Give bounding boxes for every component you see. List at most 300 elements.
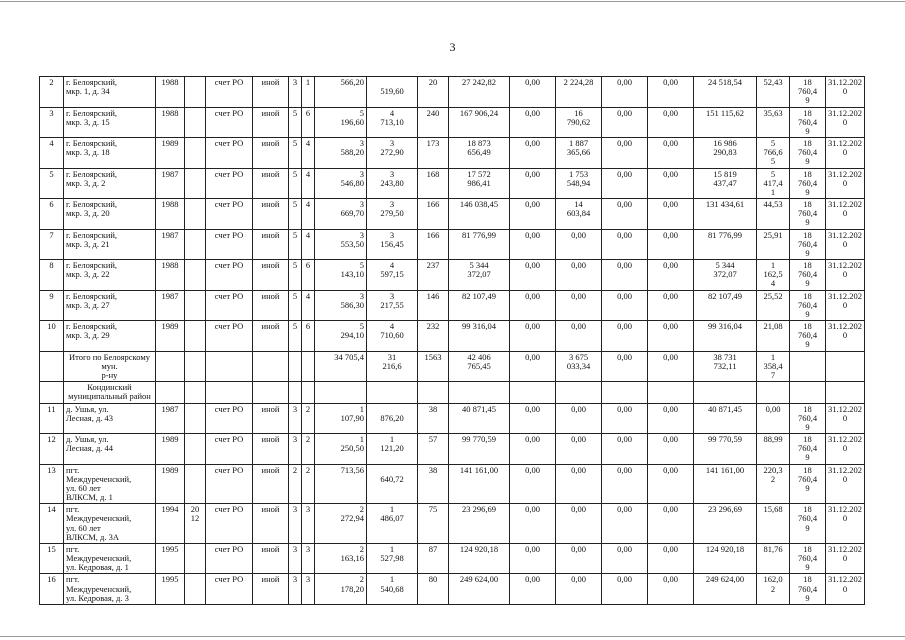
- year-built-cell: 1989: [156, 321, 185, 352]
- total-c6: 1 358,4 7: [757, 351, 790, 382]
- funds-regional-cell: 14 603,84: [556, 199, 602, 230]
- row-number: 13: [40, 464, 64, 504]
- total-area-cell: 3 669,70: [315, 199, 367, 230]
- row-number: 3: [40, 107, 64, 138]
- funds-local-cell: 0,00: [602, 464, 648, 504]
- funds-other-cell: 0,00: [648, 434, 694, 465]
- floors-cell: 5: [289, 138, 302, 169]
- fund-method-cell: счет РО: [206, 199, 253, 230]
- funds-owners-cell: 23 296,69: [694, 504, 757, 544]
- funds-local-cell: 0,00: [602, 434, 648, 465]
- residents-cell: 87: [418, 543, 449, 574]
- total-area-cell: 2 178,20: [315, 574, 367, 605]
- year-reconstruction-cell: [185, 290, 206, 321]
- funds-other-cell: 0,00: [648, 464, 694, 504]
- total-area-cell: 1 250,50: [315, 434, 367, 465]
- residential-area-cell: 3 156,45: [367, 229, 418, 260]
- funds-local-cell: 0,00: [602, 199, 648, 230]
- year-reconstruction-cell: [185, 403, 206, 434]
- unit-cost-cell: 88,99: [757, 434, 790, 465]
- funds-other-cell: 0,00: [648, 504, 694, 544]
- wall-type-cell: иной: [253, 107, 289, 138]
- funds-owners-cell: 249 624,00: [694, 574, 757, 605]
- row-number: 4: [40, 138, 64, 169]
- wall-type-cell: иной: [253, 290, 289, 321]
- total-c1: 0,00: [510, 351, 556, 382]
- funds-other-cell: 0,00: [648, 403, 694, 434]
- wall-type-cell: иной: [253, 229, 289, 260]
- completion-date-cell: 31.12.2020: [826, 574, 865, 605]
- year-reconstruction-cell: [185, 543, 206, 574]
- funds-federal-cell: 0,00: [510, 199, 556, 230]
- funds-owners-cell: 81 776,99: [694, 229, 757, 260]
- floors-cell: 3: [289, 77, 302, 108]
- table-row: [40, 138, 865, 169]
- repair-cost-cell: 23 296,69: [449, 504, 510, 544]
- floors-cell: 3: [289, 403, 302, 434]
- funds-other-cell: 0,00: [648, 290, 694, 321]
- residential-area-cell: 1 527,98: [367, 543, 418, 574]
- year-built-cell: 1989: [156, 434, 185, 465]
- address-cell: пгт. Междуреченский, ул. Кедровая, д. 3: [64, 574, 156, 605]
- funds-owners-cell: 131 434,61: [694, 199, 757, 230]
- residents-cell: 240: [418, 107, 449, 138]
- funds-owners-cell: 24 518,54: [694, 77, 757, 108]
- year-reconstruction-cell: [185, 138, 206, 169]
- residents-cell: 168: [418, 168, 449, 199]
- housing-repair-table: [39, 76, 865, 605]
- floors-cell: 2: [289, 464, 302, 504]
- total-area-cell: 5 143,10: [315, 260, 367, 291]
- fund-method-cell: счет РО: [206, 543, 253, 574]
- wall-type-cell: иной: [253, 403, 289, 434]
- fund-method-cell: счет РО: [206, 168, 253, 199]
- completion-date-cell: 31.12.2020: [826, 138, 865, 169]
- table-row: [40, 434, 865, 465]
- table-row: [40, 168, 865, 199]
- address-cell: пгт. Междуреченский, ул. 60 лет ВЛКСМ, д. 1: [64, 464, 156, 504]
- fund-method-cell: счет РО: [206, 403, 253, 434]
- total-area-cell: 713,56: [315, 464, 367, 504]
- entrances-cell: 4: [302, 138, 315, 169]
- residential-area-cell: 4 597,15: [367, 260, 418, 291]
- unit-cost-cell: 1 162,5 4: [757, 260, 790, 291]
- funds-local-cell: 0,00: [602, 168, 648, 199]
- residents-cell: 146: [418, 290, 449, 321]
- residents-cell: 166: [418, 199, 449, 230]
- completion-date-cell: 31.12.2020: [826, 504, 865, 544]
- wall-type-cell: иной: [253, 168, 289, 199]
- year-reconstruction-cell: [185, 199, 206, 230]
- floors-cell: 5: [289, 321, 302, 352]
- entrances-cell: 6: [302, 107, 315, 138]
- year-reconstruction-cell: [185, 574, 206, 605]
- residents-cell: 57: [418, 434, 449, 465]
- funds-federal-cell: 0,00: [510, 464, 556, 504]
- total-c2: 3 675 033,34: [556, 351, 602, 382]
- completion-date-cell: 31.12.2020: [826, 290, 865, 321]
- funds-other-cell: 0,00: [648, 107, 694, 138]
- repair-cost-cell: 249 624,00: [449, 574, 510, 605]
- funds-owners-cell: 16 986 290,83: [694, 138, 757, 169]
- year-reconstruction-cell: [185, 434, 206, 465]
- row-number: 16: [40, 574, 64, 605]
- entrances-cell: 6: [302, 260, 315, 291]
- funds-local-cell: 0,00: [602, 574, 648, 605]
- repair-cost-cell: 99 316,04: [449, 321, 510, 352]
- entrances-cell: 3: [302, 574, 315, 605]
- residential-area-cell: 519,60: [367, 77, 418, 108]
- funds-regional-cell: 0,00: [556, 543, 602, 574]
- entrances-cell: 6: [302, 321, 315, 352]
- completion-date-cell: 31.12.2020: [826, 434, 865, 465]
- residents-cell: 75: [418, 504, 449, 544]
- fund-method-cell: счет РО: [206, 574, 253, 605]
- funds-federal-cell: 0,00: [510, 504, 556, 544]
- total-area-cell: 1 107,90: [315, 403, 367, 434]
- completion-date-cell: 31.12.2020: [826, 199, 865, 230]
- funds-regional-cell: 0,00: [556, 574, 602, 605]
- fund-method-cell: счет РО: [206, 77, 253, 108]
- address-cell: г. Белоярский, мкр. 1, д. 34: [64, 77, 156, 108]
- max-unit-cost-cell: 18 760,4 9: [790, 199, 826, 230]
- funds-owners-cell: 151 115,62: [694, 107, 757, 138]
- row-number: 10: [40, 321, 64, 352]
- funds-federal-cell: 0,00: [510, 168, 556, 199]
- row-number: 6: [40, 199, 64, 230]
- table-row: [40, 543, 865, 574]
- funds-local-cell: 0,00: [602, 260, 648, 291]
- unit-cost-cell: 25,52: [757, 290, 790, 321]
- fund-method-cell: счет РО: [206, 138, 253, 169]
- address-cell: д. Ушья, ул. Лесная, д. 44: [64, 434, 156, 465]
- funds-local-cell: 0,00: [602, 138, 648, 169]
- wall-type-cell: иной: [253, 464, 289, 504]
- total-area-cell: 2 272,94: [315, 504, 367, 544]
- repair-cost-cell: 99 770,59: [449, 434, 510, 465]
- address-cell: пгт. Междуреченский, ул. Кедровая, д. 1: [64, 543, 156, 574]
- funds-federal-cell: 0,00: [510, 77, 556, 108]
- residents-cell: 80: [418, 574, 449, 605]
- max-unit-cost-cell: 18 760,4 9: [790, 574, 826, 605]
- funds-local-cell: 0,00: [602, 403, 648, 434]
- row-number: 7: [40, 229, 64, 260]
- max-unit-cost-cell: 18 760,4 9: [790, 321, 826, 352]
- table-row: [40, 107, 865, 138]
- funds-local-cell: 0,00: [602, 290, 648, 321]
- funds-local-cell: 0,00: [602, 543, 648, 574]
- repair-cost-cell: 141 161,00: [449, 464, 510, 504]
- funds-regional-cell: 0,00: [556, 321, 602, 352]
- funds-other-cell: 0,00: [648, 260, 694, 291]
- repair-cost-cell: 124 920,18: [449, 543, 510, 574]
- funds-owners-cell: 15 819 437,47: [694, 168, 757, 199]
- funds-other-cell: 0,00: [648, 574, 694, 605]
- total-c5: 38 731 732,11: [694, 351, 757, 382]
- unit-cost-cell: 35,63: [757, 107, 790, 138]
- funds-federal-cell: 0,00: [510, 574, 556, 605]
- residential-area-cell: 4 710,60: [367, 321, 418, 352]
- address-cell: г. Белоярский, мкр. 3, д. 22: [64, 260, 156, 291]
- max-unit-cost-cell: 18 760,4 9: [790, 434, 826, 465]
- unit-cost-cell: 52,43: [757, 77, 790, 108]
- residents-cell: 232: [418, 321, 449, 352]
- scan-edge-bottom: [0, 636, 905, 637]
- fund-method-cell: счет РО: [206, 107, 253, 138]
- funds-local-cell: 0,00: [602, 229, 648, 260]
- funds-other-cell: 0,00: [648, 138, 694, 169]
- funds-owners-cell: 99 316,04: [694, 321, 757, 352]
- floors-cell: 5: [289, 107, 302, 138]
- completion-date-cell: 31.12.2020: [826, 464, 865, 504]
- floors-cell: 3: [289, 434, 302, 465]
- funds-federal-cell: 0,00: [510, 321, 556, 352]
- wall-type-cell: иной: [253, 543, 289, 574]
- funds-federal-cell: 0,00: [510, 543, 556, 574]
- unit-cost-cell: 0,00: [757, 403, 790, 434]
- fund-method-cell: счет РО: [206, 434, 253, 465]
- year-reconstruction-cell: [185, 229, 206, 260]
- residential-area-cell: 4 713,10: [367, 107, 418, 138]
- funds-federal-cell: 0,00: [510, 107, 556, 138]
- floors-cell: 3: [289, 543, 302, 574]
- year-built-cell: 1994: [156, 504, 185, 544]
- year-built-cell: 1987: [156, 403, 185, 434]
- max-unit-cost-cell: 18 760,4 9: [790, 260, 826, 291]
- row-number: 5: [40, 168, 64, 199]
- completion-date-cell: 31.12.2020: [826, 260, 865, 291]
- total-label: Итого по Белоярскому мун. р-ну: [64, 351, 156, 382]
- table-row: [40, 290, 865, 321]
- funds-regional-cell: 0,00: [556, 504, 602, 544]
- row-number: 9: [40, 290, 64, 321]
- funds-regional-cell: 0,00: [556, 464, 602, 504]
- row-number: 2: [40, 77, 64, 108]
- funds-federal-cell: 0,00: [510, 138, 556, 169]
- wall-type-cell: иной: [253, 199, 289, 230]
- year-reconstruction-cell: [185, 464, 206, 504]
- year-built-cell: 1988: [156, 107, 185, 138]
- floors-cell: 5: [289, 229, 302, 260]
- year-built-cell: 1987: [156, 168, 185, 199]
- wall-type-cell: иной: [253, 434, 289, 465]
- repair-cost-cell: 167 906,24: [449, 107, 510, 138]
- repair-cost-cell: 17 572 986,41: [449, 168, 510, 199]
- row-number: 14: [40, 504, 64, 544]
- funds-federal-cell: 0,00: [510, 434, 556, 465]
- funds-regional-cell: 0,00: [556, 403, 602, 434]
- funds-regional-cell: 2 224,28: [556, 77, 602, 108]
- max-unit-cost-cell: 18 760,4 9: [790, 403, 826, 434]
- floors-cell: 5: [289, 199, 302, 230]
- completion-date-cell: 31.12.2020: [826, 77, 865, 108]
- funds-owners-cell: 124 920,18: [694, 543, 757, 574]
- wall-type-cell: иной: [253, 260, 289, 291]
- fund-method-cell: счет РО: [206, 321, 253, 352]
- section-header-row: [40, 382, 865, 403]
- year-built-cell: 1987: [156, 229, 185, 260]
- floors-cell: 5: [289, 290, 302, 321]
- total-cost: 42 406 765,45: [449, 351, 510, 382]
- entrances-cell: 1: [302, 77, 315, 108]
- funds-regional-cell: 1 887 365,66: [556, 138, 602, 169]
- residential-area-cell: 1 486,07: [367, 504, 418, 544]
- funds-owners-cell: 82 107,49: [694, 290, 757, 321]
- repair-cost-cell: 18 873 656,49: [449, 138, 510, 169]
- completion-date-cell: 31.12.2020: [826, 403, 865, 434]
- address-cell: г. Белоярский, мкр. 3, д. 27: [64, 290, 156, 321]
- total-c3: 0,00: [602, 351, 648, 382]
- completion-date-cell: 31.12.2020: [826, 107, 865, 138]
- funds-local-cell: 0,00: [602, 321, 648, 352]
- total-area-cell: 566,20: [315, 77, 367, 108]
- entrances-cell: 2: [302, 403, 315, 434]
- funds-federal-cell: 0,00: [510, 260, 556, 291]
- funds-regional-cell: 0,00: [556, 260, 602, 291]
- address-cell: г. Белоярский, мкр. 3, д. 2: [64, 168, 156, 199]
- funds-regional-cell: 0,00: [556, 229, 602, 260]
- residential-area-cell: 876,20: [367, 403, 418, 434]
- year-reconstruction-cell: [185, 260, 206, 291]
- max-unit-cost-cell: 18 760,4 9: [790, 543, 826, 574]
- floors-cell: 3: [289, 504, 302, 544]
- year-built-cell: 1988: [156, 260, 185, 291]
- completion-date-cell: 31.12.2020: [826, 321, 865, 352]
- repair-cost-cell: 82 107,49: [449, 290, 510, 321]
- funds-other-cell: 0,00: [648, 543, 694, 574]
- year-built-cell: 1988: [156, 77, 185, 108]
- unit-cost-cell: 162,0 2: [757, 574, 790, 605]
- funds-owners-cell: 40 871,45: [694, 403, 757, 434]
- row-number: 8: [40, 260, 64, 291]
- funds-other-cell: 0,00: [648, 77, 694, 108]
- funds-other-cell: 0,00: [648, 168, 694, 199]
- repair-cost-cell: 27 242,82: [449, 77, 510, 108]
- fund-method-cell: счет РО: [206, 229, 253, 260]
- unit-cost-cell: 25,91: [757, 229, 790, 260]
- total-area-cell: 5 196,60: [315, 107, 367, 138]
- funds-other-cell: 0,00: [648, 229, 694, 260]
- total-area-cell: 2 163,16: [315, 543, 367, 574]
- address-cell: пгт. Междуреченский, ул. 60 лет ВЛКСМ, д. 3А: [64, 504, 156, 544]
- floors-cell: 5: [289, 260, 302, 291]
- max-unit-cost-cell: 18 760,4 9: [790, 229, 826, 260]
- floors-cell: 5: [289, 168, 302, 199]
- completion-date-cell: 31.12.2020: [826, 229, 865, 260]
- table-row: [40, 77, 865, 108]
- year-reconstruction-cell: 20 12: [185, 504, 206, 544]
- funds-federal-cell: 0,00: [510, 403, 556, 434]
- total-area-total: 34 705,4: [315, 351, 367, 382]
- unit-cost-cell: 15,68: [757, 504, 790, 544]
- address-cell: д. Ушья, ул. Лесная, д. 43: [64, 403, 156, 434]
- year-reconstruction-cell: [185, 321, 206, 352]
- table-row: [40, 504, 865, 544]
- table-row: [40, 574, 865, 605]
- residential-area-cell: 3 243,80: [367, 168, 418, 199]
- residential-area-cell: 3 279,50: [367, 199, 418, 230]
- table-row: [40, 321, 865, 352]
- funds-regional-cell: 16 790,62: [556, 107, 602, 138]
- unit-cost-cell: 5 766,6 5: [757, 138, 790, 169]
- repair-cost-cell: 81 776,99: [449, 229, 510, 260]
- total-area-cell: 5 294,10: [315, 321, 367, 352]
- repair-cost-cell: 5 344 372,07: [449, 260, 510, 291]
- funds-local-cell: 0,00: [602, 504, 648, 544]
- max-unit-cost-cell: 18 760,4 9: [790, 290, 826, 321]
- wall-type-cell: иной: [253, 138, 289, 169]
- year-built-cell: 1988: [156, 199, 185, 230]
- wall-type-cell: иной: [253, 321, 289, 352]
- entrances-cell: 2: [302, 434, 315, 465]
- table-row: [40, 464, 865, 504]
- entrances-cell: 3: [302, 504, 315, 544]
- unit-cost-cell: 21,08: [757, 321, 790, 352]
- entrances-cell: 4: [302, 168, 315, 199]
- total-row: [40, 351, 865, 382]
- repair-cost-cell: 146 038,45: [449, 199, 510, 230]
- entrances-cell: 2: [302, 464, 315, 504]
- row-number: 12: [40, 434, 64, 465]
- entrances-cell: 4: [302, 290, 315, 321]
- year-built-cell: 1989: [156, 464, 185, 504]
- unit-cost-cell: 220,3 2: [757, 464, 790, 504]
- max-unit-cost-cell: 18 760,4 9: [790, 168, 826, 199]
- address-cell: г. Белоярский, мкр. 3, д. 15: [64, 107, 156, 138]
- residents-cell: 20: [418, 77, 449, 108]
- year-reconstruction-cell: [185, 107, 206, 138]
- residential-area-cell: 640,72: [367, 464, 418, 504]
- residents-cell: 173: [418, 138, 449, 169]
- funds-other-cell: 0,00: [648, 199, 694, 230]
- funds-other-cell: 0,00: [648, 321, 694, 352]
- fund-method-cell: счет РО: [206, 260, 253, 291]
- section-header: Кондинский муниципальный район: [64, 382, 156, 403]
- max-unit-cost-cell: 18 760,4 9: [790, 107, 826, 138]
- funds-regional-cell: 0,00: [556, 290, 602, 321]
- table-row: [40, 229, 865, 260]
- funds-owners-cell: 141 161,00: [694, 464, 757, 504]
- year-built-cell: 1995: [156, 543, 185, 574]
- row-number: 11: [40, 403, 64, 434]
- entrances-cell: 3: [302, 543, 315, 574]
- residents-cell: 166: [418, 229, 449, 260]
- address-cell: г. Белоярский, мкр. 3, д. 21: [64, 229, 156, 260]
- entrances-cell: 4: [302, 199, 315, 230]
- total-area-cell: 3 546,80: [315, 168, 367, 199]
- completion-date-cell: 31.12.2020: [826, 543, 865, 574]
- address-cell: г. Белоярский, мкр. 3, д. 18: [64, 138, 156, 169]
- funds-regional-cell: 0,00: [556, 434, 602, 465]
- total-num: [40, 351, 64, 382]
- total-area-cell: 3 553,50: [315, 229, 367, 260]
- table-row: [40, 199, 865, 230]
- residential-area-cell: 3 217,55: [367, 290, 418, 321]
- unit-cost-cell: 81,76: [757, 543, 790, 574]
- total-area-cell: 3 588,20: [315, 138, 367, 169]
- total-people: 1563: [418, 351, 449, 382]
- unit-cost-cell: 44,53: [757, 199, 790, 230]
- entrances-cell: 4: [302, 229, 315, 260]
- max-unit-cost-cell: 18 760,4 9: [790, 504, 826, 544]
- scan-edge-top: [0, 1, 905, 2]
- unit-cost-cell: 5 417,4 1: [757, 168, 790, 199]
- fund-method-cell: счет РО: [206, 464, 253, 504]
- wall-type-cell: иной: [253, 504, 289, 544]
- residents-cell: 237: [418, 260, 449, 291]
- fund-method-cell: счет РО: [206, 290, 253, 321]
- table-row: [40, 403, 865, 434]
